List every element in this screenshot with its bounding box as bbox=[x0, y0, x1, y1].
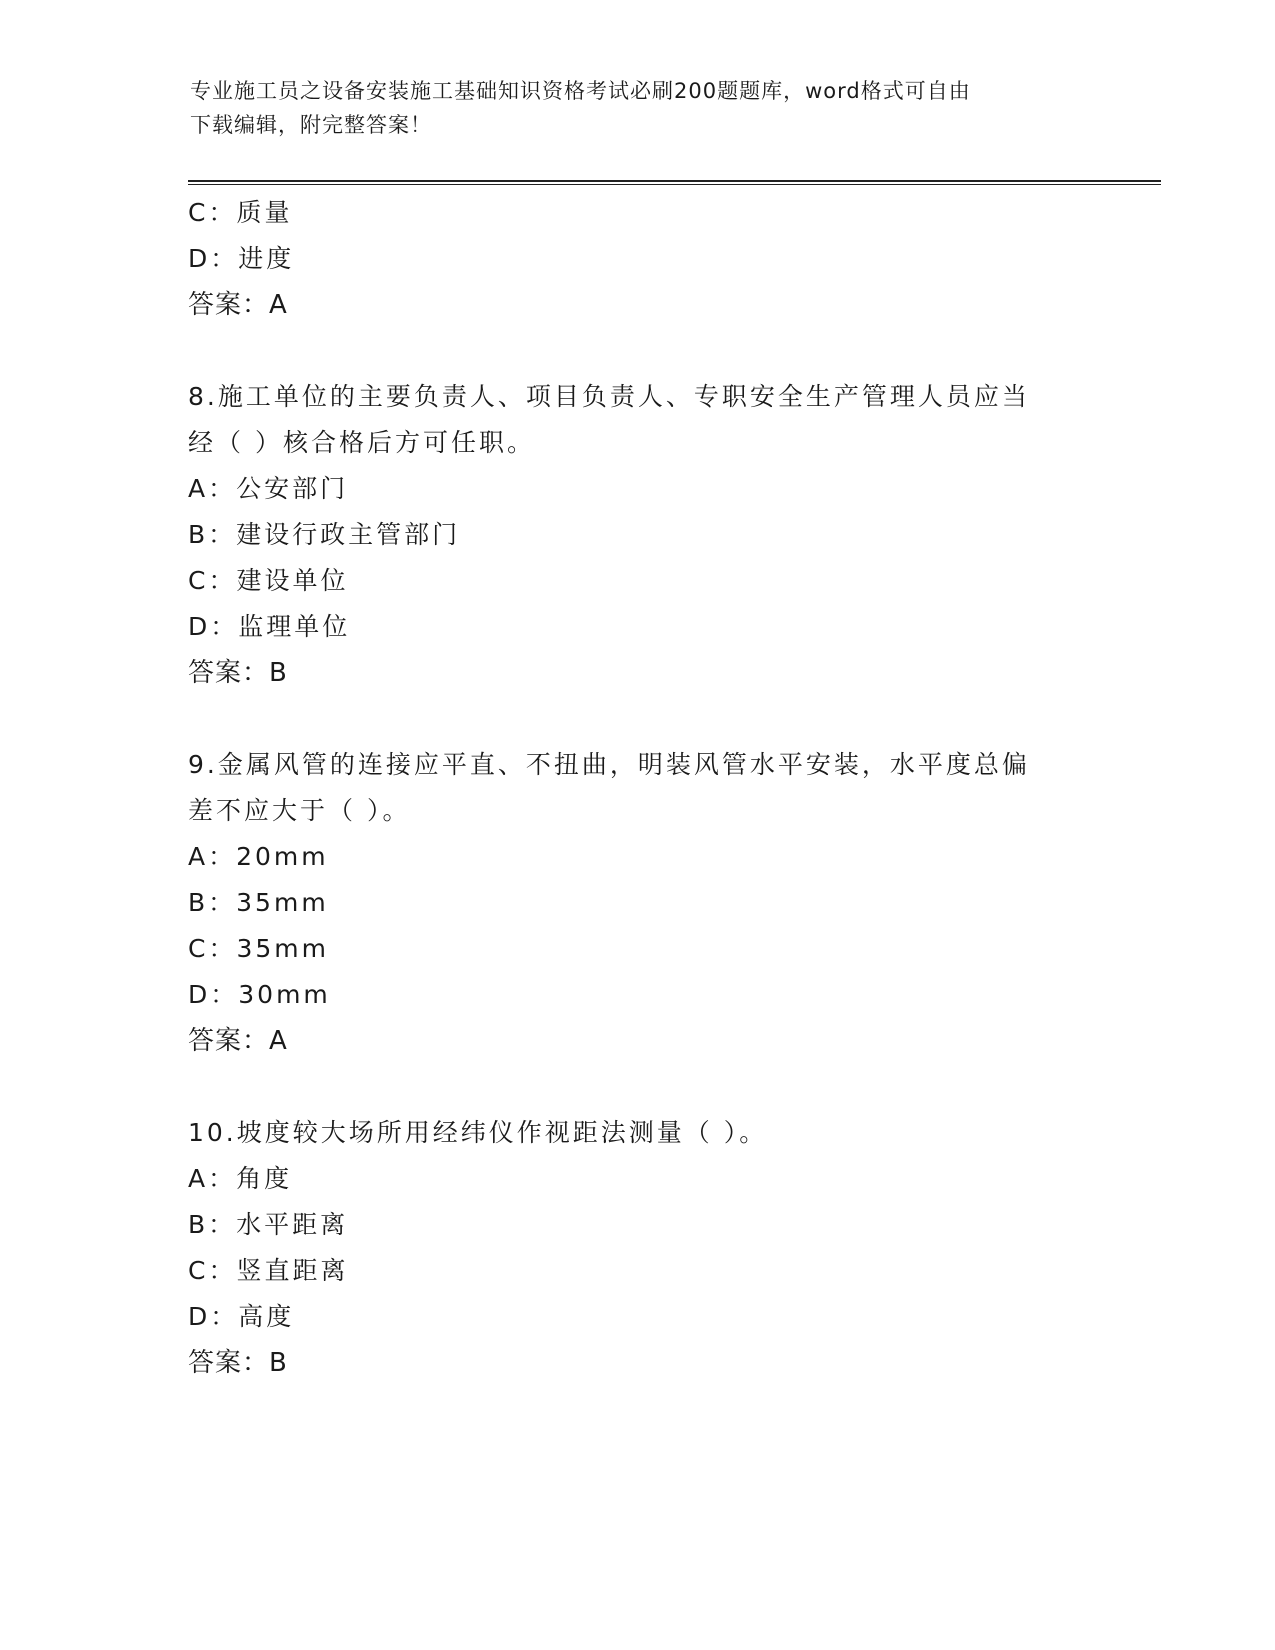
header-title-line-1: 专业施工员之设备安装施工基础知识资格考试必刷200题题库，word格式可自由 bbox=[190, 79, 971, 103]
answer-line: 答案：A bbox=[188, 290, 288, 320]
previous-question-tail bbox=[188, 190, 1088, 328]
option-text: 竖直距离 bbox=[236, 1256, 349, 1285]
option-b bbox=[188, 880, 1088, 926]
question-stem-line: 8.施工单位的主要负责人、项目负责人、专职安全生产管理人员应当 bbox=[188, 382, 1030, 411]
option-label: A： bbox=[188, 1164, 237, 1193]
header-title-line-2: 下载编辑，附完整答案！ bbox=[190, 113, 432, 137]
option-b bbox=[188, 512, 1088, 558]
option-text: 进度 bbox=[238, 244, 295, 273]
option-label: C： bbox=[188, 566, 237, 595]
option-d bbox=[188, 972, 1088, 1018]
option-text: 35mm bbox=[236, 934, 329, 963]
option-text: 20mm bbox=[236, 842, 329, 871]
option-label: A： bbox=[188, 474, 237, 503]
question-list bbox=[188, 190, 1088, 1386]
option-label: D： bbox=[188, 980, 239, 1009]
question-8 bbox=[188, 374, 1088, 696]
option-label: B： bbox=[188, 520, 237, 549]
option-label: C： bbox=[188, 934, 237, 963]
option-text: 建设单位 bbox=[236, 566, 349, 595]
option-text: 角度 bbox=[236, 1164, 293, 1193]
option-text: 监理单位 bbox=[238, 612, 351, 641]
answer-line: 答案：B bbox=[188, 658, 288, 688]
question-9 bbox=[188, 742, 1088, 1064]
option-b bbox=[188, 1202, 1088, 1248]
option-a bbox=[188, 1156, 1088, 1202]
option-d bbox=[188, 236, 1088, 282]
option-a bbox=[188, 466, 1088, 512]
option-c bbox=[188, 558, 1088, 604]
question-stem-line: 10.坡度较大场所用经纬仪作视距法测量（ ）。 bbox=[188, 1118, 768, 1147]
option-label: D： bbox=[188, 244, 239, 273]
option-text: 公安部门 bbox=[236, 474, 349, 503]
option-text: 质量 bbox=[236, 198, 293, 227]
option-d bbox=[188, 604, 1088, 650]
option-text: 30mm bbox=[238, 980, 331, 1009]
option-c bbox=[188, 190, 1088, 236]
question-stem-line: 差不应大于（ ）。 bbox=[188, 796, 411, 825]
option-text: 35mm bbox=[236, 888, 329, 917]
option-label: B： bbox=[188, 1210, 237, 1239]
option-text: 建设行政主管部门 bbox=[236, 520, 461, 549]
option-d bbox=[188, 1294, 1088, 1340]
document-header bbox=[190, 74, 1090, 142]
option-label: D： bbox=[188, 1302, 239, 1331]
question-10 bbox=[188, 1110, 1088, 1386]
option-label: C： bbox=[188, 1256, 237, 1285]
question-stem-line: 经（ ）核合格后方可任职。 bbox=[188, 428, 535, 457]
header-divider bbox=[188, 180, 1161, 185]
option-label: D： bbox=[188, 612, 239, 641]
option-text: 高度 bbox=[238, 1302, 295, 1331]
option-c bbox=[188, 926, 1088, 972]
option-label: C： bbox=[188, 198, 237, 227]
answer-line: 答案：B bbox=[188, 1348, 288, 1378]
option-label: A： bbox=[188, 842, 237, 871]
option-a bbox=[188, 834, 1088, 880]
option-text: 水平距离 bbox=[236, 1210, 349, 1239]
option-c bbox=[188, 1248, 1088, 1294]
question-stem-line: 9.金属风管的连接应平直、不扭曲，明装风管水平安装，水平度总偏 bbox=[188, 750, 1030, 779]
option-label: B： bbox=[188, 888, 237, 917]
answer-line: 答案：A bbox=[188, 1026, 288, 1056]
